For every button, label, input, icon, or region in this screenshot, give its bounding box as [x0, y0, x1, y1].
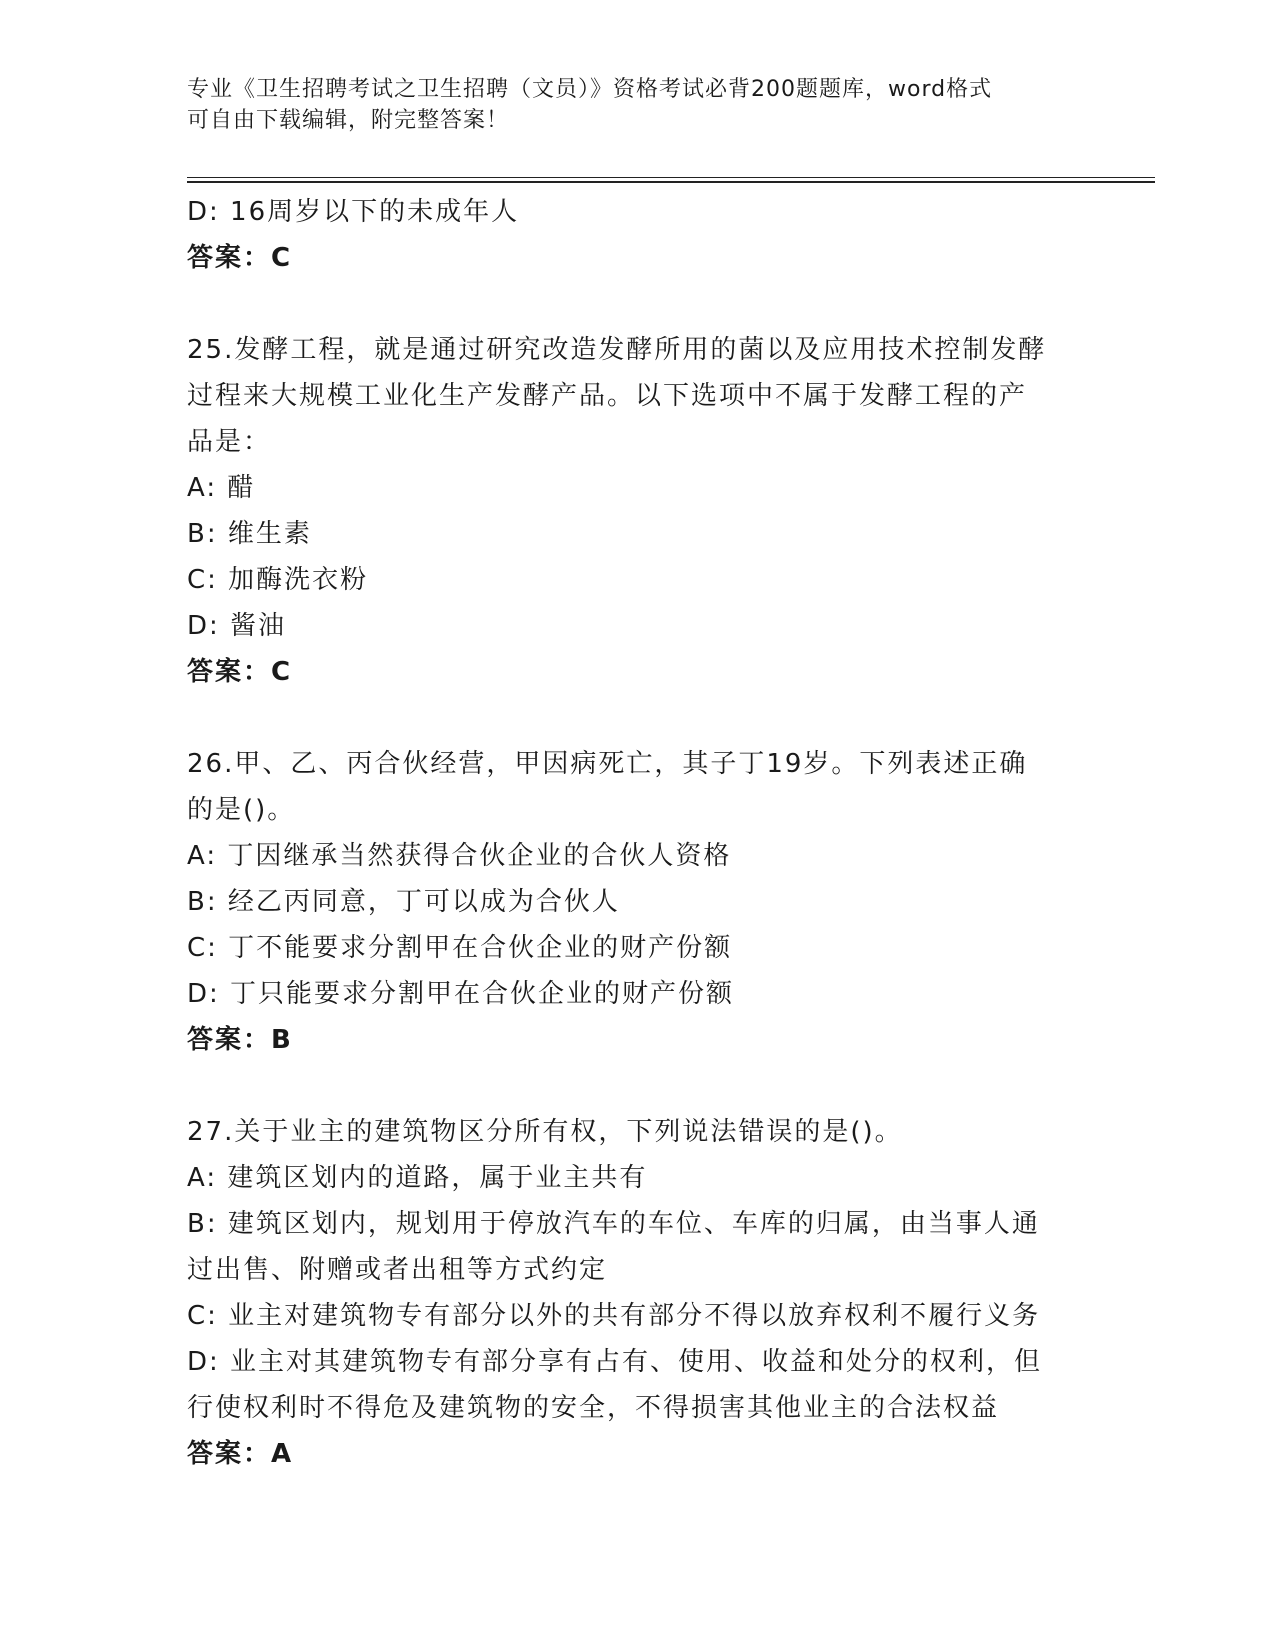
- answer-line: 答案：C: [187, 657, 293, 687]
- question-stem: 的是()。: [187, 795, 296, 825]
- option-a: A: 建筑区划内的道路，属于业主共有: [187, 1163, 648, 1193]
- option-d: D: 酱油: [187, 611, 287, 641]
- answer-line: 答案：B: [187, 1025, 293, 1055]
- option-b: B: 经乙丙同意，丁可以成为合伙人: [187, 887, 620, 917]
- spacer: [187, 695, 1067, 741]
- spacer: [187, 1063, 1067, 1109]
- option-b: B: 建筑区划内，规划用于停放汽车的车位、车库的归属，由当事人通: [187, 1209, 1040, 1239]
- header-divider-thick: [187, 181, 1155, 183]
- option-d-continued: 行使权利时不得危及建筑物的安全，不得损害其他业主的合法权益: [187, 1393, 1000, 1423]
- option-d: D: 丁只能要求分割甲在合伙企业的财产份额: [187, 979, 735, 1009]
- option-b-continued: 过出售、附赠或者出租等方式约定: [187, 1255, 608, 1285]
- question-27: [187, 1109, 1067, 1477]
- answer-line: 答案：A: [187, 1439, 294, 1469]
- question-stem: 26.甲、乙、丙合伙经营，甲因病死亡，其子丁19岁。下列表述正确: [187, 749, 1028, 779]
- question-25: [187, 327, 1067, 695]
- question-24: [187, 189, 1067, 281]
- header-title-line-1: 专业《卫生招聘考试之卫生招聘（文员）》资格考试必背200题题库，word格式: [187, 77, 993, 102]
- question-stem: 27.关于业主的建筑物区分所有权，下列说法错误的是()。: [187, 1117, 903, 1147]
- answer-line: 答案：C: [187, 243, 293, 273]
- option-a: A: 醋: [187, 473, 256, 503]
- option-c: C: 丁不能要求分割甲在合伙企业的财产份额: [187, 933, 733, 963]
- question-stem: 过程来大规模工业化生产发酵产品。以下选项中不属于发酵工程的产: [187, 381, 1028, 411]
- option-c: C: 业主对建筑物专有部分以外的共有部分不得以放弃权利不履行义务: [187, 1301, 1041, 1331]
- question-list: [187, 189, 1067, 1477]
- question-stem: 品是：: [187, 427, 272, 457]
- header-divider-thin: [187, 177, 1155, 178]
- option-d: D: 业主对其建筑物专有部分享有占有、使用、收益和处分的权利，但: [187, 1347, 1043, 1377]
- document-header: [187, 74, 1067, 136]
- option-c: C: 加酶洗衣粉: [187, 565, 369, 595]
- header-title-line-2: 可自由下载编辑，附完整答案！: [187, 108, 510, 133]
- spacer: [187, 281, 1067, 327]
- option-d: D: 16周岁以下的未成年人: [187, 197, 520, 227]
- option-b: B: 维生素: [187, 519, 312, 549]
- question-stem: 25.发酵工程，就是通过研究改造发酵所用的菌以及应用技术控制发酵: [187, 335, 1047, 365]
- question-26: [187, 741, 1067, 1063]
- option-a: A: 丁因继承当然获得合伙企业的合伙人资格: [187, 841, 732, 871]
